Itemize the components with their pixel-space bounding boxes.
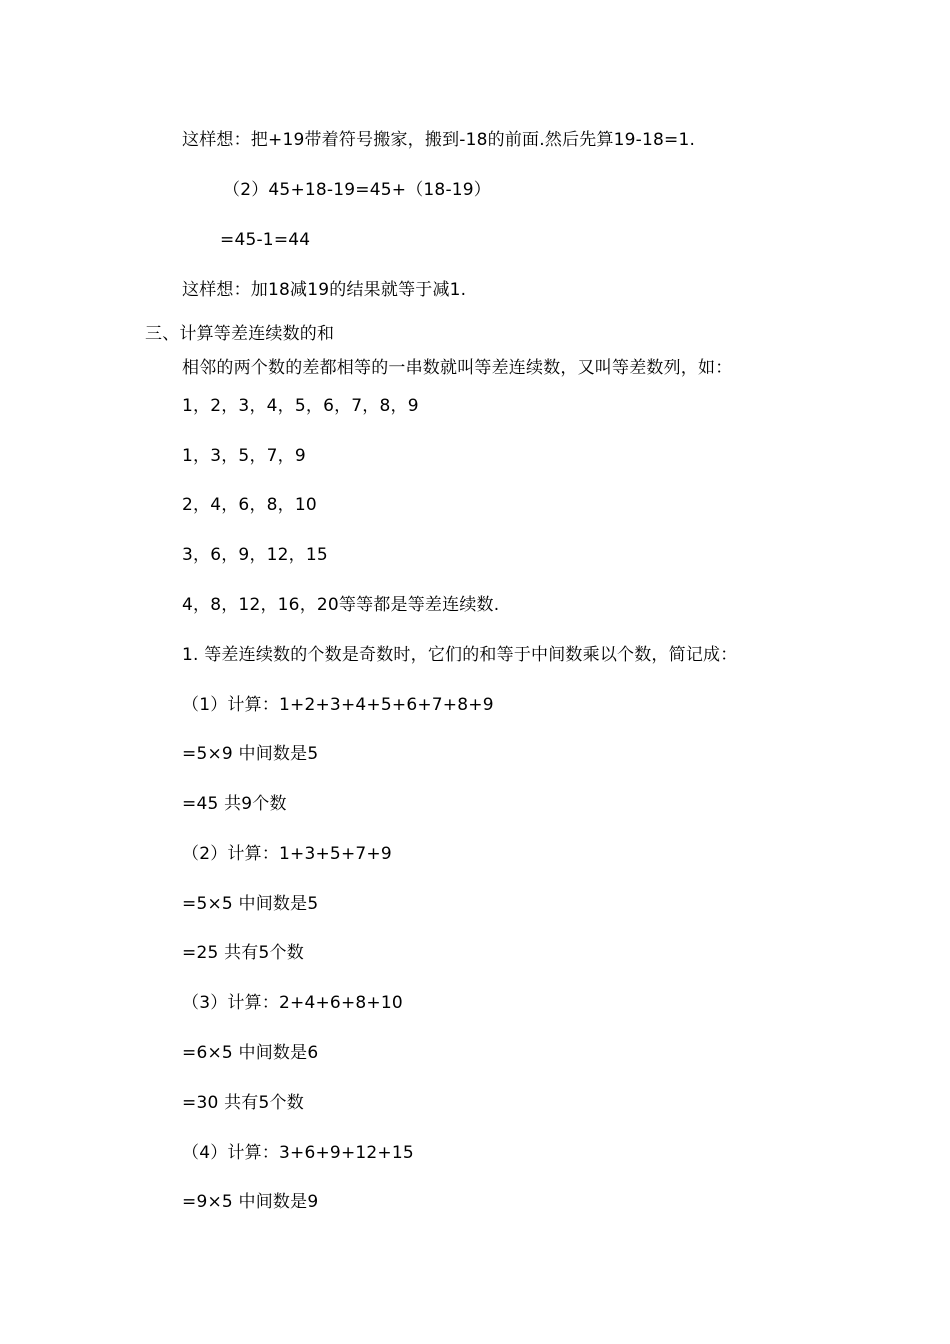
example-2-step-1: =5×5 中间数是5 — [182, 894, 319, 914]
sequence-1: 1，2，3，4，5，6，7，8，9 — [182, 396, 419, 416]
sequence-2: 1，3，5，7，9 — [182, 446, 306, 466]
text-line-3: =45-1=44 — [220, 230, 311, 250]
section-heading: 三、计算等差连续数的和 — [145, 324, 335, 344]
sequence-5: 4，8，12，16，20等等都是等差连续数. — [182, 595, 500, 615]
example-3-step-1: =6×5 中间数是6 — [182, 1043, 319, 1063]
example-3-problem: （3）计算：2+4+6+8+10 — [182, 993, 403, 1013]
sequence-4: 3，6，9，12，15 — [182, 545, 328, 565]
text-line-1: 这样想：把+19带着符号搬家，搬到-18的前面.然后先算19-18=1. — [182, 130, 696, 150]
example-1-problem: （1）计算：1+2+3+4+5+6+7+8+9 — [182, 695, 494, 715]
example-4-problem: （4）计算：3+6+9+12+15 — [182, 1143, 414, 1163]
example-2-step-2: =25 共有5个数 — [182, 943, 304, 963]
example-4-step-1: =9×5 中间数是9 — [182, 1192, 319, 1212]
example-1-step-2: =45 共9个数 — [182, 794, 287, 814]
text-line-2: （2）45+18-19=45+（18-19） — [223, 180, 492, 200]
example-2-problem: （2）计算：1+3+5+7+9 — [182, 844, 392, 864]
sequence-3: 2，4，6，8，10 — [182, 495, 317, 515]
text-line-4: 这样想：加18减19的结果就等于减1. — [182, 280, 467, 300]
rule-1: 1. 等差连续数的个数是奇数时，它们的和等于中间数乘以个数，简记成： — [182, 645, 738, 665]
example-3-step-2: =30 共有5个数 — [182, 1093, 304, 1113]
example-1-step-1: =5×9 中间数是5 — [182, 744, 319, 764]
text-line-6: 相邻的两个数的差都相等的一串数就叫等差连续数，又叫等差数列，如： — [182, 358, 733, 378]
